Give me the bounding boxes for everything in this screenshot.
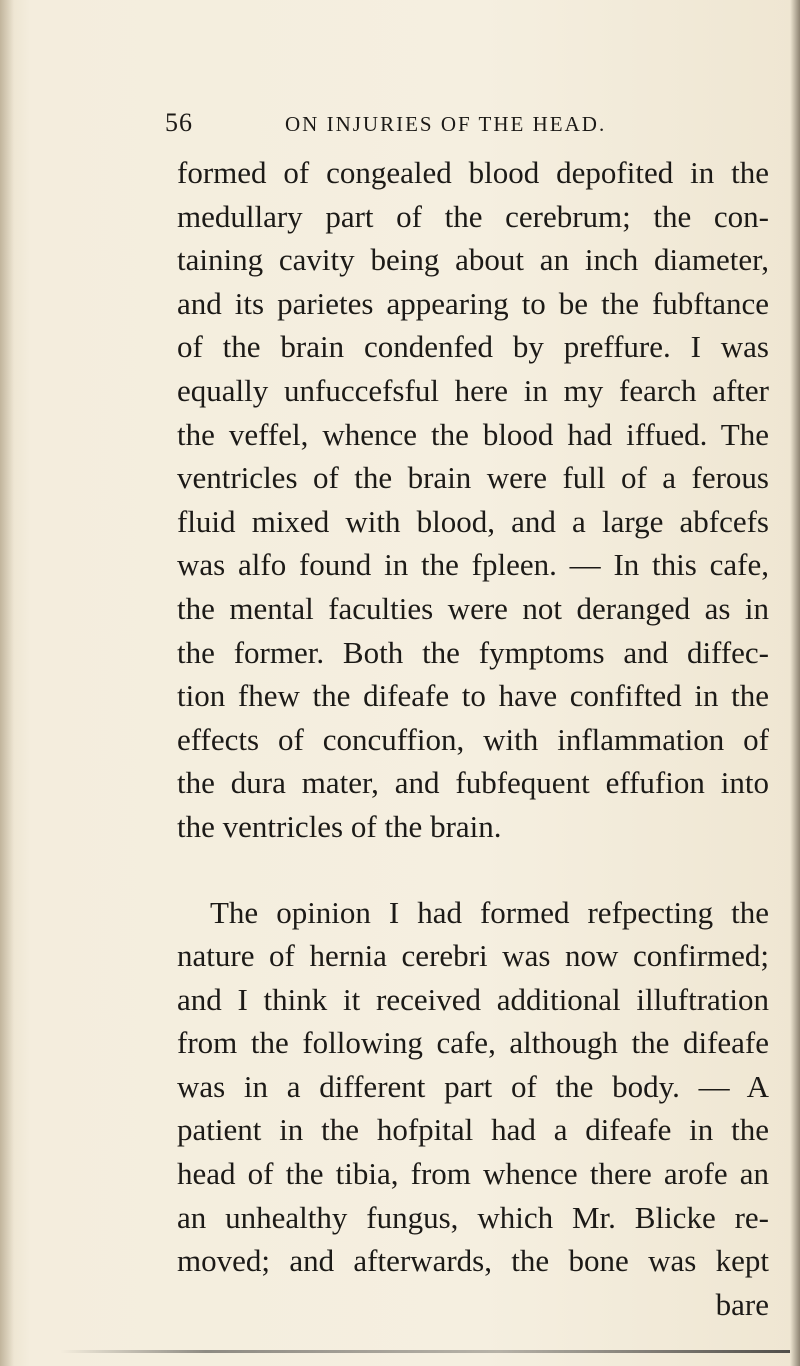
body-text — [177, 151, 769, 1326]
text-line: an unhealthy fungus, which Mr. Blicke re- — [177, 1199, 769, 1235]
text-line: effects of concuffion, with inflammation of — [177, 721, 769, 757]
text-line: nature of hernia cerebri was now confirmed; — [177, 938, 769, 974]
text-line: fluid mixed with blood, and a large abfcefs — [177, 503, 769, 539]
text-line: medullary part of the cerebrum; the con- — [177, 198, 769, 234]
text-line: equally unfuccefsful here in my fearch after — [177, 372, 769, 408]
text-line: was in a different part of the body. — A — [177, 1068, 769, 1104]
text-line: moved; and afterwards, the bone was kept — [177, 1243, 769, 1279]
text-line: formed of congealed blood depofited in the — [177, 155, 769, 190]
paragraph-2 — [177, 891, 769, 1327]
spine-shadow — [0, 0, 14, 1366]
text-line: patient in the hofpital had a difeafe in the — [177, 1112, 769, 1148]
text-line: of the brain condenfed by preffure. I was — [177, 329, 769, 365]
text-line: and I think it received additional illuftration — [177, 981, 769, 1017]
text-line: the former. Both the fymptoms and diffec- — [177, 634, 769, 670]
page-bottom-edge — [60, 1350, 790, 1353]
text-line: the dura mater, and fubfequent effufion into — [177, 765, 769, 801]
text-line: the ventricles of the brain. — [177, 808, 502, 844]
page-edge — [790, 0, 800, 1366]
paragraph-1 — [177, 151, 769, 849]
text-line: The opinion I had formed refpecting the — [210, 894, 769, 930]
text-line: taining cavity being about an inch diameter, — [177, 242, 769, 278]
page-number: 56 — [165, 108, 193, 137]
text-line: head of the tibia, from whence there arofe an — [177, 1156, 769, 1192]
catchword: bare — [715, 1286, 769, 1322]
text-line: tion fhew the difeafe to have confifted in the — [177, 678, 769, 714]
text-line: and its parietes appearing to be the fubftance — [177, 285, 769, 321]
page-header — [165, 108, 765, 142]
text-line: was alfo found in the fpleen. — In this cafe, — [177, 547, 769, 583]
paragraph-gap — [177, 849, 769, 891]
running-head: ON INJURIES OF THE HEAD. — [285, 112, 607, 136]
text-line: ventricles of the brain were full of a ferous — [177, 460, 769, 496]
text-line: the mental faculties were not deranged as in — [177, 590, 769, 626]
text-line: from the following cafe, although the difeafe — [177, 1025, 769, 1061]
text-line: the veffel, whence the blood had iffued. The — [177, 416, 769, 452]
